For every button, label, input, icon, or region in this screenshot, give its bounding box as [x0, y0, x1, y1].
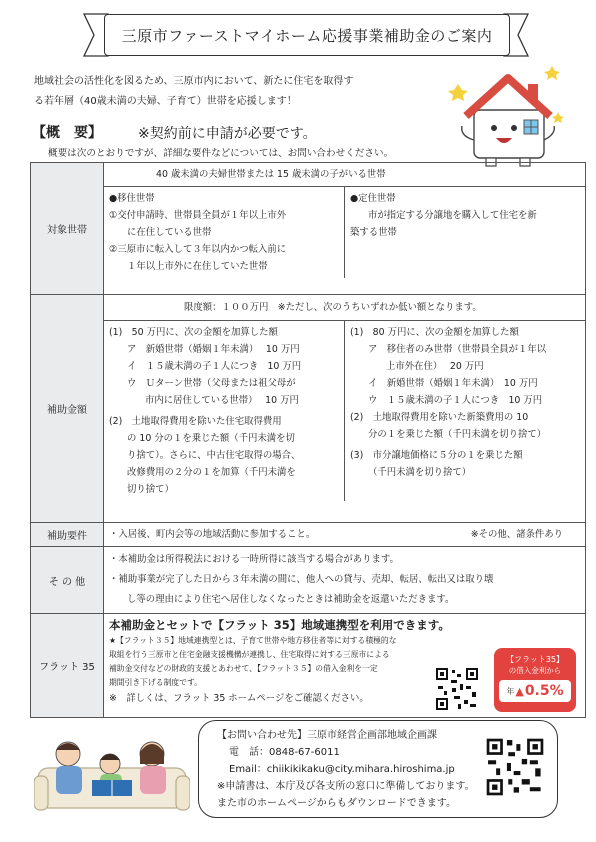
target-migrant [104, 187, 344, 278]
amount-content [104, 295, 586, 523]
contact-heading: 【お問い合わせ先】三原市経営企画部地域企画課 [217, 730, 437, 741]
label-target: 対象世帯 [31, 163, 104, 295]
contact-qr-code-icon[interactable] [484, 736, 546, 798]
badge-rate: 0.5% [524, 683, 564, 699]
target-migrant-line: ②三原市に転入して３年以内かつ転入前に [109, 244, 287, 255]
flat35-heading: 本補助金とセットで【フラット 35】地域連携型を利用できます。 [109, 618, 450, 632]
amount-migrant-line: イ １５歳未満の子１人につき 10 万円 [127, 361, 302, 372]
flat35-desc-line: 期間引き下げる制度です。 [109, 678, 202, 687]
amount-settled-line: 上市外在住） 20 万円 [386, 361, 484, 372]
requirements-text: ・入居後、町内会等の地域活動に参加すること。 [109, 529, 316, 540]
amount-settled [344, 321, 585, 501]
amount-migrant-line: 切り捨て） [127, 484, 174, 495]
label-amount: 補助金額 [31, 295, 104, 523]
house-mascot-illustration [440, 62, 570, 170]
amount-migrant-line: 市内に居住している世帯） 10 万円 [145, 395, 299, 406]
page-title: 三原市ファーストマイホーム応援事業補助金のご案内 [104, 14, 510, 56]
target-migrant-line: １年以上市外に在住していた世帯 [127, 261, 268, 272]
amount-split [104, 321, 585, 501]
flat35-desc-line: 補助金交付などの財政的支援とあわせて、【フラット３５】の借入金利を一定 [109, 664, 378, 673]
overview-heading: 【概 要】 [32, 125, 102, 141]
amount-migrant [104, 321, 344, 501]
badge-year: 年 [506, 686, 515, 696]
requirements-row [104, 523, 585, 546]
target-split [104, 187, 585, 278]
requirements-content [104, 523, 586, 547]
contact-note: また市のホームページからもダウンロードできます。 [217, 798, 456, 809]
flat35-desc-line: ★【フラット３５】地域連携型とは、子育て世帯や地方移住者等に対する積極的な [109, 636, 397, 645]
flat35-content [104, 614, 586, 718]
target-header: 40 歳未満の夫婦世帯または 15 歳未満の子がいる世帯 [104, 163, 585, 187]
badge-mid: の借入金利から [508, 666, 562, 675]
target-migrant-line: ①交付申請時、世帯員全員が１年以上市外 [109, 210, 287, 221]
amount-migrant-line: ウ Ｕターン世帯（父母または祖父母が [127, 378, 296, 389]
amount-settled-line: ア 移住者のみ世帯（世帯員全員が１年以 [368, 344, 547, 355]
table-row-flat35 [31, 614, 586, 718]
contact-email[interactable]: Email：chiikikikaku@city.mihara.hiroshima.jp [229, 764, 455, 775]
amount-settled-line: （千円未満を切り捨て） [368, 467, 472, 478]
target-migrant-line: に在住している世帯 [127, 227, 212, 238]
other-line: ・本補助金は所得税法における一時所得に該当する場合があります。 [109, 554, 399, 565]
label-flat35: フラット 35 [31, 614, 104, 718]
flat35-rate-badge [494, 648, 576, 712]
intro-line: る若年層（40歳未満の夫婦、子育て）世帯を応援します！ [34, 96, 297, 107]
amount-settled-line: ウ １５歳未満の子１人につき 10 万円 [368, 395, 543, 406]
amount-migrant-line: の 10 分の１を乗じた額（千円未満を切 [127, 433, 295, 444]
target-content [104, 163, 586, 295]
requirements-note: ※その他、諸条件あり [470, 529, 563, 540]
amount-migrant-line: (1) 50 万円に、次の金額を加算した額 [109, 327, 278, 338]
amount-migrant-line: ア 新婚世帯（婚姻１年未満） 10 万円 [127, 344, 300, 355]
contact-info [217, 727, 475, 812]
other-line: し等の理由により住宅へ居住しなくなったときは補助金を返還いただきます。 [127, 594, 455, 605]
target-settled-title: ●定住世帯 [350, 193, 396, 204]
family-reading-illustration [34, 724, 190, 816]
target-settled [344, 187, 585, 278]
contact-tel[interactable]: 電 話：0848-67-6011 [229, 747, 340, 758]
contact-note: ※申請書は、本庁及び各支所の窓口に準備しております。 [217, 781, 475, 792]
target-settled-line: 市が指定する分譲地を購入して住宅を新 [368, 210, 537, 221]
flat35-ref: ※ 詳しくは、フラット 35 ホームページをご確認ください。 [109, 693, 369, 704]
label-other: そ の 他 [31, 547, 104, 614]
table-row-other [31, 547, 586, 614]
target-migrant-title: ●移住世帯 [109, 193, 155, 204]
badge-top: 【フラット35】 [505, 655, 565, 664]
table-row-requirements [31, 523, 586, 547]
other-line: ・補助事業が完了した日から３年未満の間に、他人への貸与、売却、転居、転出又は取り壊 [109, 574, 494, 585]
amount-migrant-line: り捨て）。さらに、中古住宅取得の場合、 [127, 450, 301, 461]
flat35-desc-line: 取組を行う三原市と住宅金融支援機構が連携し、住宅取得に対する三原市による [109, 650, 390, 659]
badge-arrow-icon: ▲ [515, 684, 524, 698]
amount-settled-line: 分の１を乗じた額（千円未満を切り捨て） [368, 429, 547, 440]
amount-migrant-line: 改修費用の２分の１を加算（千円未満を [127, 467, 296, 478]
amount-settled-line: (1) 80 万円に、次の金額を加算した額 [350, 327, 519, 338]
flat35-qr-code-icon[interactable] [434, 666, 480, 712]
amount-migrant-line: (2) 土地取得費用を除いた住宅取得費用 [109, 416, 282, 427]
other-lines [104, 547, 585, 613]
intro-text [34, 72, 424, 112]
overview-description: 概要は次のとおりですが、詳細な要件などについては、お問い合わせください。 [48, 148, 394, 159]
label-requirements: 補助要件 [31, 523, 104, 547]
amount-settled-line: イ 新婚世帯（婚姻１年未満） 10 万円 [368, 378, 538, 389]
table-row-amount [31, 295, 586, 523]
target-settled-line: 築する世帯 [350, 227, 397, 238]
amount-settled-line: (2) 土地取得費用を除いた新築費用の 10 [350, 412, 529, 423]
intro-line: 地域社会の活性化を図るため、三原市内において、新たに住宅を取得す [34, 76, 354, 87]
badge-rate-box [499, 680, 571, 702]
table-row-target [31, 163, 586, 295]
amount-limit: 限度額：１００万円 ※ただし、次のうちいずれか低い額となります。 [104, 295, 585, 321]
amount-settled-line: (3) 市分譲地価格に５分の１を乗じた額 [350, 450, 523, 461]
overview-note: ※契約前に申請が必要です。 [138, 126, 317, 142]
subsidy-table [30, 162, 586, 718]
other-content [104, 547, 586, 614]
